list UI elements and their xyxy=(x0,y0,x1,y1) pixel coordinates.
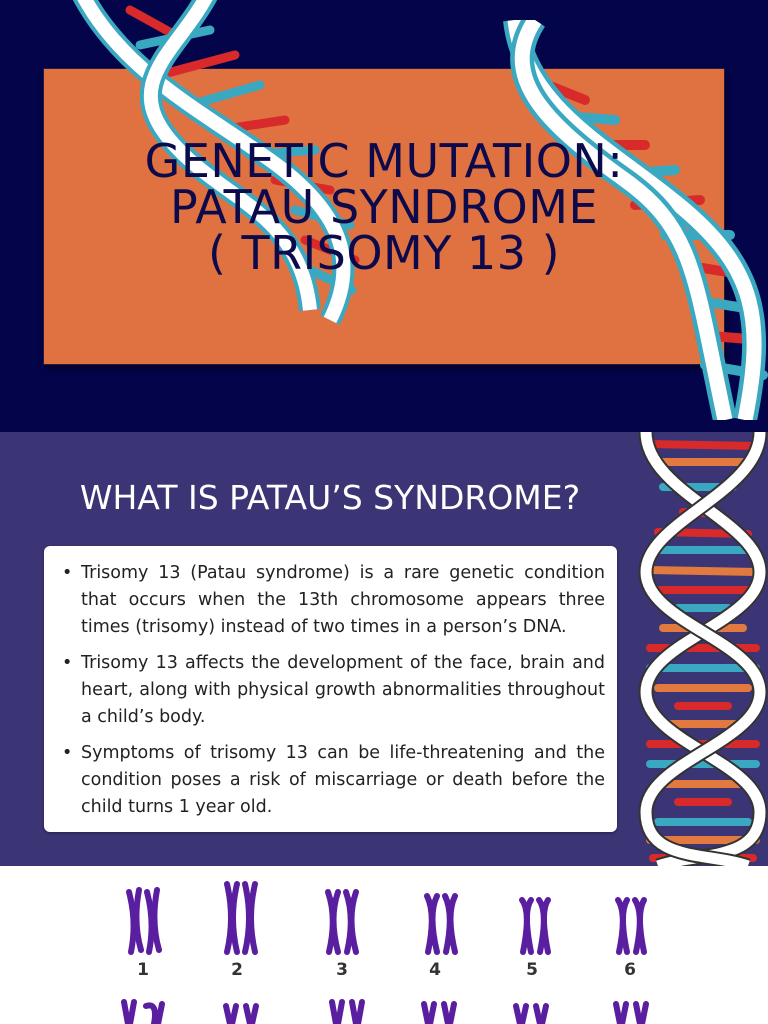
bullet-glyph: • xyxy=(62,653,73,673)
bullet-text: Trisomy 13 affects the development of the face, brain and heart, along with physical growth abnormalities throughout a child’s body. xyxy=(81,653,605,727)
chromosome-label: 3 xyxy=(336,960,348,980)
bullet-text: Trisomy 13 (Patau syndrome) is a rare genetic condition that occurs when the 13th chromosome appears three times (trisomy) instead of two times in a person’s DNA. xyxy=(81,563,605,637)
title-line-2: PATAU SYNDROME xyxy=(169,180,599,234)
chromosome-label: 2 xyxy=(231,960,243,980)
dna-helix-vertical-icon xyxy=(638,432,768,866)
chromosome-label: 6 xyxy=(624,960,636,980)
chromosome-pair-2-icon xyxy=(221,880,261,958)
bullet-list xyxy=(62,560,605,830)
definition-slide xyxy=(0,432,768,866)
chromosome-pair-6-icon xyxy=(613,896,649,956)
slide-heading: WHAT IS PATAU’S SYNDROME? xyxy=(79,478,581,517)
chromosome-pair-4-icon xyxy=(422,892,460,956)
chromosome-label: 1 xyxy=(137,960,149,980)
bullet-item xyxy=(62,740,605,821)
bullet-glyph: • xyxy=(62,563,73,583)
slide-title xyxy=(44,134,724,280)
title-line-3: ( TRISOMY 13 ) xyxy=(207,226,561,280)
bullet-text: Symptoms of trisomy 13 can be life-threatening and the condition poses a risk of miscarriage or death before the child turns 1 year old. xyxy=(81,743,605,817)
title-line-1: GENETIC MUTATION: xyxy=(144,134,624,188)
bullet-item xyxy=(62,650,605,731)
title-slide xyxy=(0,0,768,432)
chromosome-label: 4 xyxy=(429,960,441,980)
chromosome-pair-1-icon xyxy=(123,886,163,958)
chromosome-pair-3-icon xyxy=(323,888,361,956)
bullet-glyph: • xyxy=(62,743,73,763)
bullet-item xyxy=(62,560,605,641)
chromosome-label: 5 xyxy=(526,960,538,980)
chromosome-row-2-icon xyxy=(118,998,658,1024)
karyotype-slide xyxy=(0,866,768,1024)
chromosome-pair-5-icon xyxy=(517,896,553,956)
